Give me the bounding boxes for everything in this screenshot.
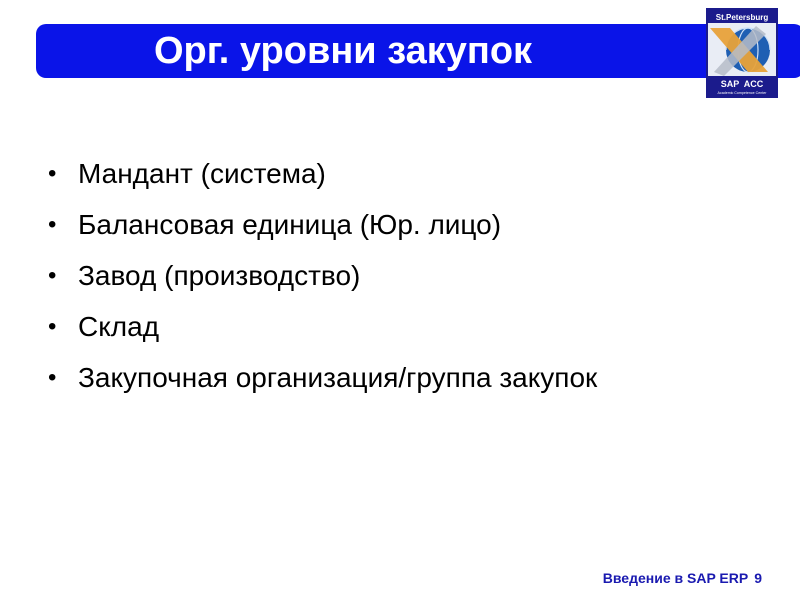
bullet-text: Завод (производство) [78, 259, 361, 291]
sap-acc-logo-icon [706, 8, 778, 98]
page-number: 9 [754, 570, 762, 586]
logo-sub-text: Academic Competence Center [717, 91, 767, 95]
bullet-item [48, 352, 597, 403]
bullet-marker: • [48, 159, 57, 187]
bullet-text: Балансовая единица (Юр. лицо) [78, 208, 502, 240]
logo-top-text: St.Petersburg [715, 13, 769, 22]
footer-text: Введение в SAP ERP [602, 570, 749, 586]
slide-footer [603, 570, 762, 586]
bullet-marker: • [48, 363, 57, 391]
logo-main-text: SAP ACC [720, 79, 764, 89]
bullet-text: Закупочная организация/группа закупок [78, 361, 598, 393]
bullet-item [48, 199, 597, 250]
bullet-item [48, 148, 597, 199]
bullet-text: Склад [78, 310, 160, 342]
bullet-item [48, 250, 597, 301]
bullet-marker: • [48, 210, 57, 238]
bullet-marker: • [48, 261, 57, 289]
logo-graphic [708, 10, 776, 96]
bullet-text: Мандант (система) [78, 157, 326, 189]
bullet-item [48, 301, 597, 352]
slide-title: Орг. уровни закупок [154, 30, 533, 72]
bullet-marker: • [48, 312, 57, 340]
bullet-list [48, 148, 597, 403]
